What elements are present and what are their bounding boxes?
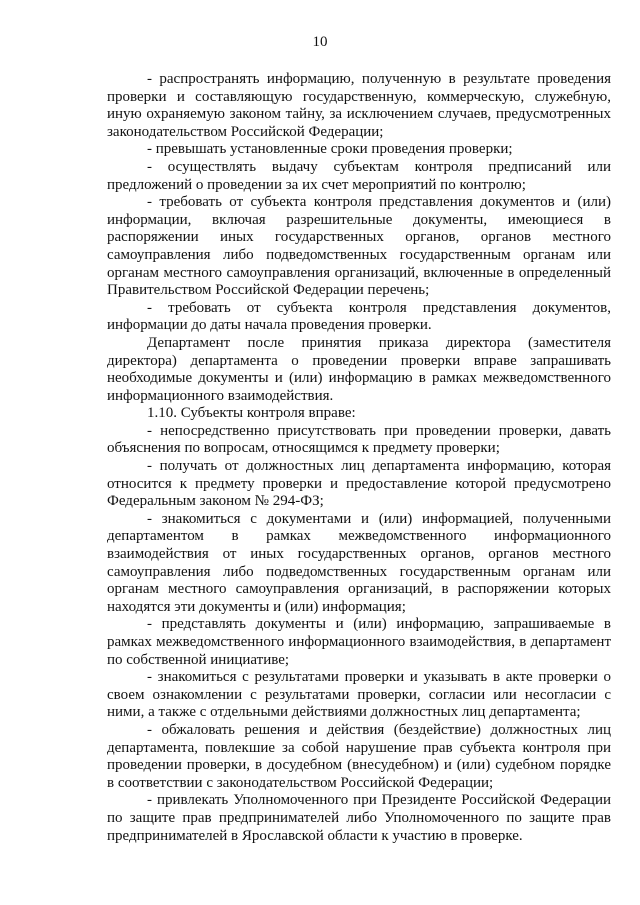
document-body	[107, 71, 611, 845]
paragraph-ban-exceed-deadlines: - превышать установленные сроки проведения проверки;	[147, 141, 513, 158]
page-number: 10	[312, 34, 328, 50]
section-heading-1-10: 1.10. Субъекты контроля вправе:	[147, 405, 356, 422]
paragraph-right-appeal: - обжаловать решения и действия (бездействие) должностных лиц департамента, повлекшие за собой нарушение прав субъекта контроля при проведении проверки, в досудебном (внесудебном) и (или) судебном порядке в соответствии с законодательством Российской Федерации;	[107, 721, 611, 791]
paragraph-right-review-results: - знакомиться с результатами проверки и указывать в акте проверки о своем ознакомлении с результатами проверки, согласии или несогласии с ними, а также с отдельными действиями должностных лиц департамента;	[107, 669, 611, 721]
paragraph-right-review-documents: - знакомиться с документами и (или) информацией, полученными департаментом в рамках межведомственного информационного взаимодействия от иных государственных органов, органов местного самоуправления либо подведомственных государственным органам или органам местного самоуправления организаций, в распоряжении которых находятся эти документы и (или) информация;	[107, 510, 611, 615]
paragraph-ban-disclose-secrets: - распространять информацию, полученную в результате проведения проверки и составляющую государственную, коммерческую, служебную, иную охраняемую законом тайну, за исключением случаев, предусмотренных законодательством Российской Федерации;	[107, 71, 611, 140]
paragraph-ban-issue-orders: - осуществлять выдачу субъектам контроля предписаний или предложений о проведении за их счет мероприятий по контролю;	[107, 158, 611, 193]
paragraph-right-attend: - непосредственно присутствовать при проведении проверки, давать объяснения по вопросам, относящимся к предмету проверки;	[107, 422, 611, 457]
paragraph-department-requests: Департамент после принятия приказа директора (заместителя директора) департамента о проведении проверки вправе запрашивать необходимые документы и (или) информацию в рамках межведомственного информационного взаимодействия.	[107, 334, 611, 404]
paragraph-ban-request-available-documents: - требовать от субъекта контроля представления документов и (или) информации, включая разрешительные документы, имеющиеся в распоряжении иных государственных органов, органов местного самоуправления либо подведомственных государственным органам или органам местного самоуправления организаций, включенные в определенный Правительством Российской Федерации перечень;	[107, 194, 611, 299]
paragraph-ban-request-before-start: - требовать от субъекта контроля представления документов, информации до даты начала проведения проверки.	[107, 299, 611, 334]
paragraph-right-involve-ombudsman: - привлекать Уполномоченного при Президенте Российской Федерации по защите прав предпринимателей либо Уполномоченного по защите прав предпринимателей в Ярославской области к участию в проверке.	[107, 792, 611, 844]
paragraph-right-submit-documents: - представлять документы и (или) информацию, запрашиваемые в рамках межведомственного информационного взаимодействия, в департамент по собственной инициативе;	[107, 616, 611, 668]
paragraph-right-receive-information: - получать от должностных лиц департамента информацию, которая относится к предмету проверки и предоставление которой предусмотрено Федеральным законом № 294-ФЗ;	[107, 458, 611, 510]
